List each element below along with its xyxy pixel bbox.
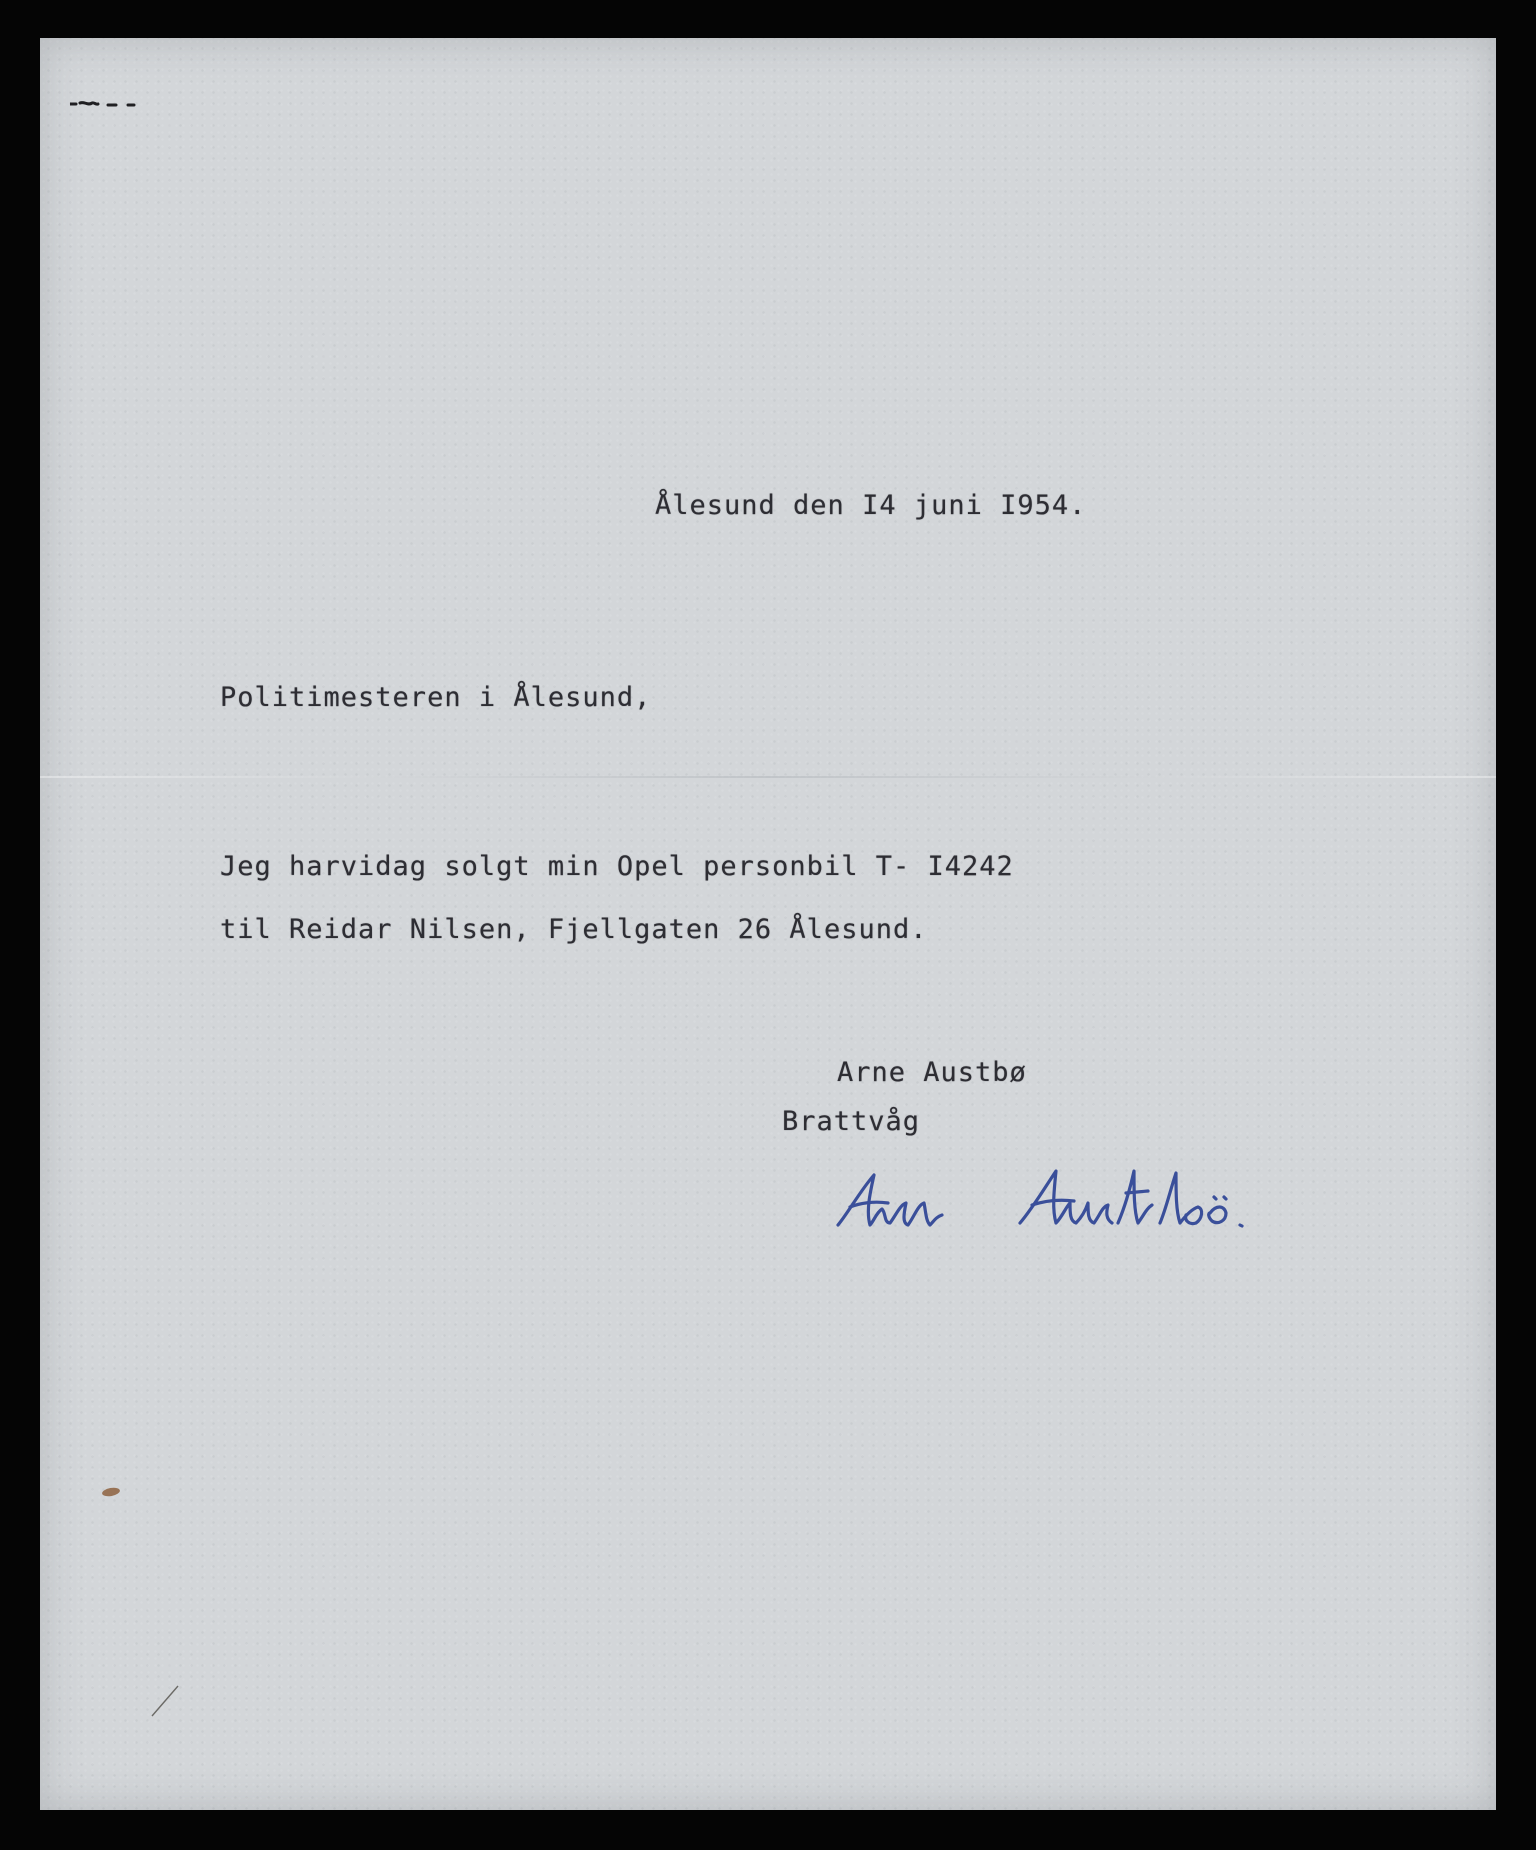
sender-place: Brattvåg xyxy=(782,1106,921,1137)
rust-stain xyxy=(101,1486,120,1497)
handwritten-signature xyxy=(830,1153,1300,1263)
letter-page xyxy=(40,38,1496,1810)
paper-fold-line xyxy=(40,776,1496,778)
recipient-line: Politimesteren i Ålesund, xyxy=(220,682,652,713)
pencil-mark xyxy=(148,1680,188,1720)
letter-date: Ålesund den I4 juni I954. xyxy=(655,490,1087,521)
signature-drawing xyxy=(830,1153,1300,1263)
ink-smudge-mark xyxy=(70,98,160,112)
sender-name: Arne Austbø xyxy=(837,1057,1027,1088)
body-text-line: Jeg harvidag solgt min Opel personbil T- I4242 xyxy=(220,851,1014,882)
body-text-line: til Reidar Nilsen, Fjellgaten 26 Ålesund. xyxy=(220,914,928,945)
